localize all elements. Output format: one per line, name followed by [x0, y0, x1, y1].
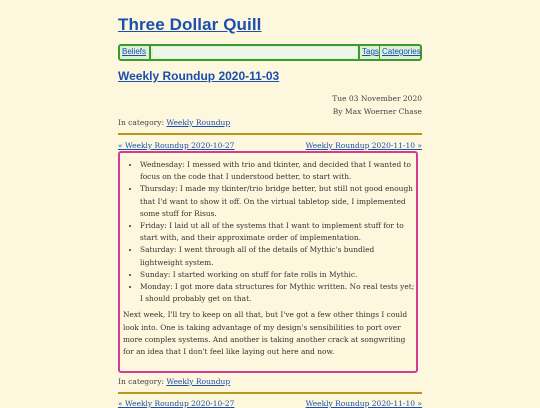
prev-post-link[interactable]: « Weekly Roundup 2020-10-27: [118, 399, 235, 408]
next-post-link[interactable]: Weekly Roundup 2020-11-10 »: [305, 141, 422, 150]
list-item: • Saturday: I went through all of the details of Mythic's bundled lightweight system.: [140, 244, 416, 268]
post-author: By Max Woerner Chase: [332, 107, 422, 116]
list-item: • Monday: I got more data structures for Mythic written. No real tests yet; I should probably get on that.: [140, 281, 416, 305]
nav-bar: [118, 44, 422, 61]
nav-spacer: [153, 47, 357, 58]
prev-post-link[interactable]: « Weekly Roundup 2020-10-27: [118, 141, 235, 150]
nav-divider: [379, 46, 380, 59]
divider-rule: [118, 392, 422, 394]
post-content: [118, 151, 418, 373]
day-list: [120, 159, 416, 305]
nav-link-categories[interactable]: Categories: [382, 47, 421, 56]
nav-link-tags[interactable]: Tags: [362, 47, 379, 56]
next-post-link[interactable]: Weekly Roundup 2020-11-10 »: [305, 399, 422, 408]
post-title-link[interactable]: Weekly Roundup 2020-11-03: [118, 69, 280, 83]
list-item: • Friday: I laid ut all of the systems that I want to implement stuff for to start with, and their approximate order of implementation.: [140, 220, 416, 244]
list-item: • Sunday: I started working on stuff for fate rolls in Mythic.: [140, 269, 416, 281]
divider-rule: [118, 133, 422, 135]
post-category-bottom: [118, 377, 230, 386]
category-prefix: In category:: [118, 118, 164, 127]
category-prefix: In category:: [118, 377, 164, 386]
post-date: Tue 03 November 2020: [332, 94, 422, 103]
nav-link-beliefs[interactable]: Beliefs: [122, 47, 147, 56]
list-item: • Wednesday: I messed with trio and tkinter, and decided that I wanted to focus on the code that I understood better, to start with.: [140, 159, 416, 183]
list-item: • Thursday: I made my tkinter/trio bridge better, but still not good enough that I'd want to show it off. On the virtual tabletop side, I implemented some stuff for Risus.: [140, 183, 416, 220]
category-link[interactable]: Weekly Roundup: [166, 377, 231, 386]
nav-divider: [358, 46, 360, 59]
site-title-link[interactable]: Three Dollar Quill: [118, 15, 262, 34]
post-category-top: [118, 118, 230, 127]
nav-divider: [149, 46, 151, 59]
category-link[interactable]: Weekly Roundup: [166, 118, 231, 127]
closing-paragraph: Next week, I'll try to keep on all that, but I've got a few other things I could look into. One is taking advantage of my design's sensibilities to port over more complex systems. And another is taking another crack at songwriting for an idea that I don't feel like laying out here and now.: [123, 310, 408, 357]
